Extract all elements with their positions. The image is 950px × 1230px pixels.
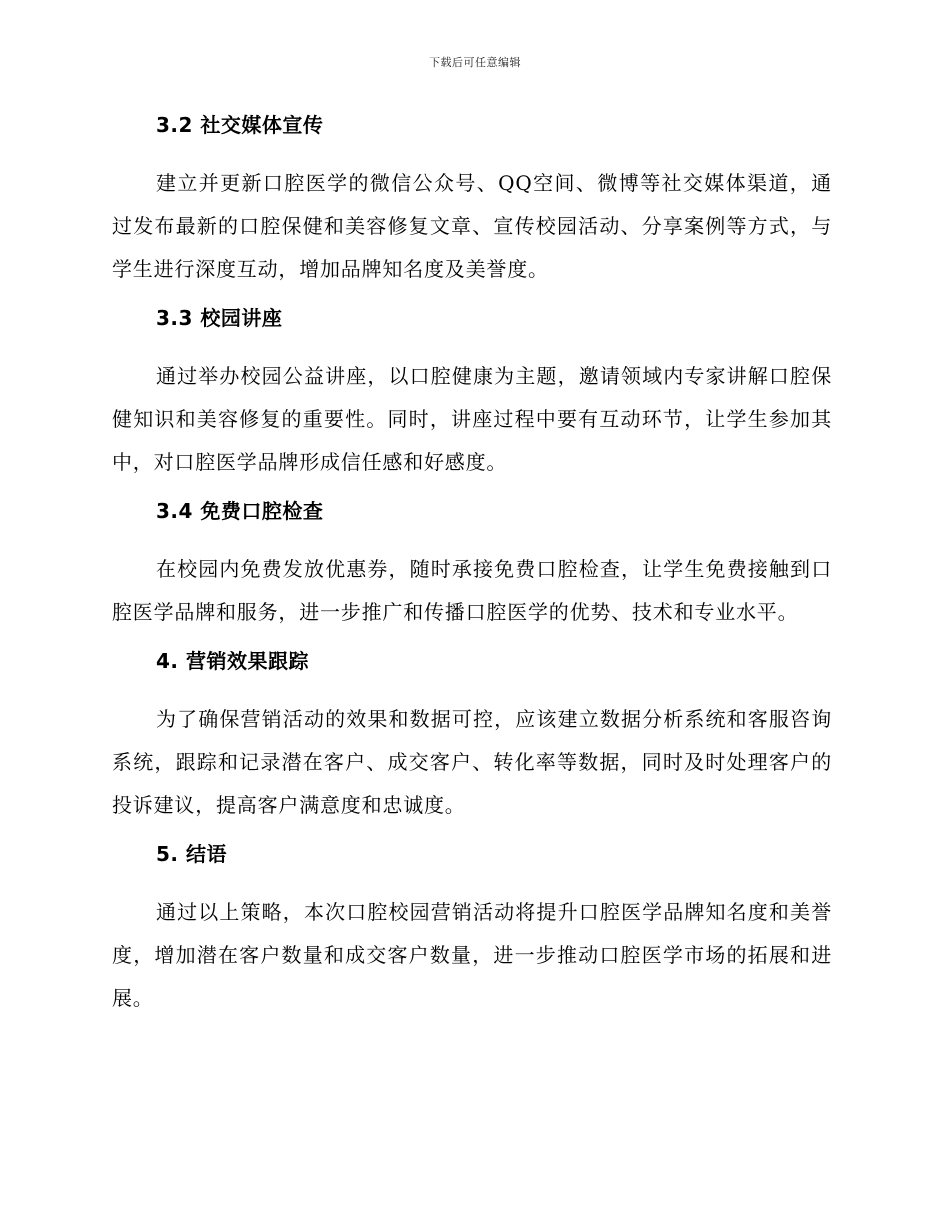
section-tracking: [112, 646, 832, 827]
section-heading: 5. 结语: [156, 842, 227, 866]
section-social-media: [112, 110, 832, 291]
section-free-checkup: [112, 496, 832, 634]
section-campus-lecture: [112, 303, 832, 484]
document-body: [112, 110, 832, 1032]
section-heading: 3.2 社交媒体宣传: [156, 113, 324, 137]
section-paragraph: 建立并更新口腔医学的微信公众号、QQ空间、微博等社交媒体渠道，通过发布最新的口腔保健和美容修复文章、宣传校园活动、分享案例等方式，与学生进行深度互动，增加品牌知名度及美誉度。: [112, 171, 832, 281]
section-paragraph: 在校园内免费发放优惠券，随时承接免费口腔检查，让学生免费接触到口腔医学品牌和服务，进一步推广和传播口腔医学的优势、技术和专业水平。: [112, 557, 832, 624]
section-paragraph: 通过以上策略，本次口腔校园营销活动将提升口腔医学品牌知名度和美誉度，增加潜在客户数量和成交客户数量，进一步推动口腔医学市场的拓展和进展。: [112, 900, 832, 1010]
section-conclusion: [112, 839, 832, 1020]
section-heading: 3.4 免费口腔检查: [156, 499, 324, 523]
page-header-note: 下载后可任意编辑: [429, 56, 521, 69]
section-heading: 3.3 校园讲座: [156, 306, 283, 330]
section-paragraph: 通过举办校园公益讲座，以口腔健康为主题，邀请领域内专家讲解口腔保健知识和美容修复的重要性。同时，讲座过程中要有互动环节，让学生参加其中，对口腔医学品牌形成信任感和好感度。: [112, 364, 832, 474]
section-heading: 4. 营销效果跟踪: [156, 649, 309, 673]
section-paragraph: 为了确保营销活动的效果和数据可控，应该建立数据分析系统和客服咨询系统，跟踪和记录潜在客户、成交客户、转化率等数据，同时及时处理客户的投诉建议，提高客户满意度和忠诚度。: [112, 707, 832, 817]
